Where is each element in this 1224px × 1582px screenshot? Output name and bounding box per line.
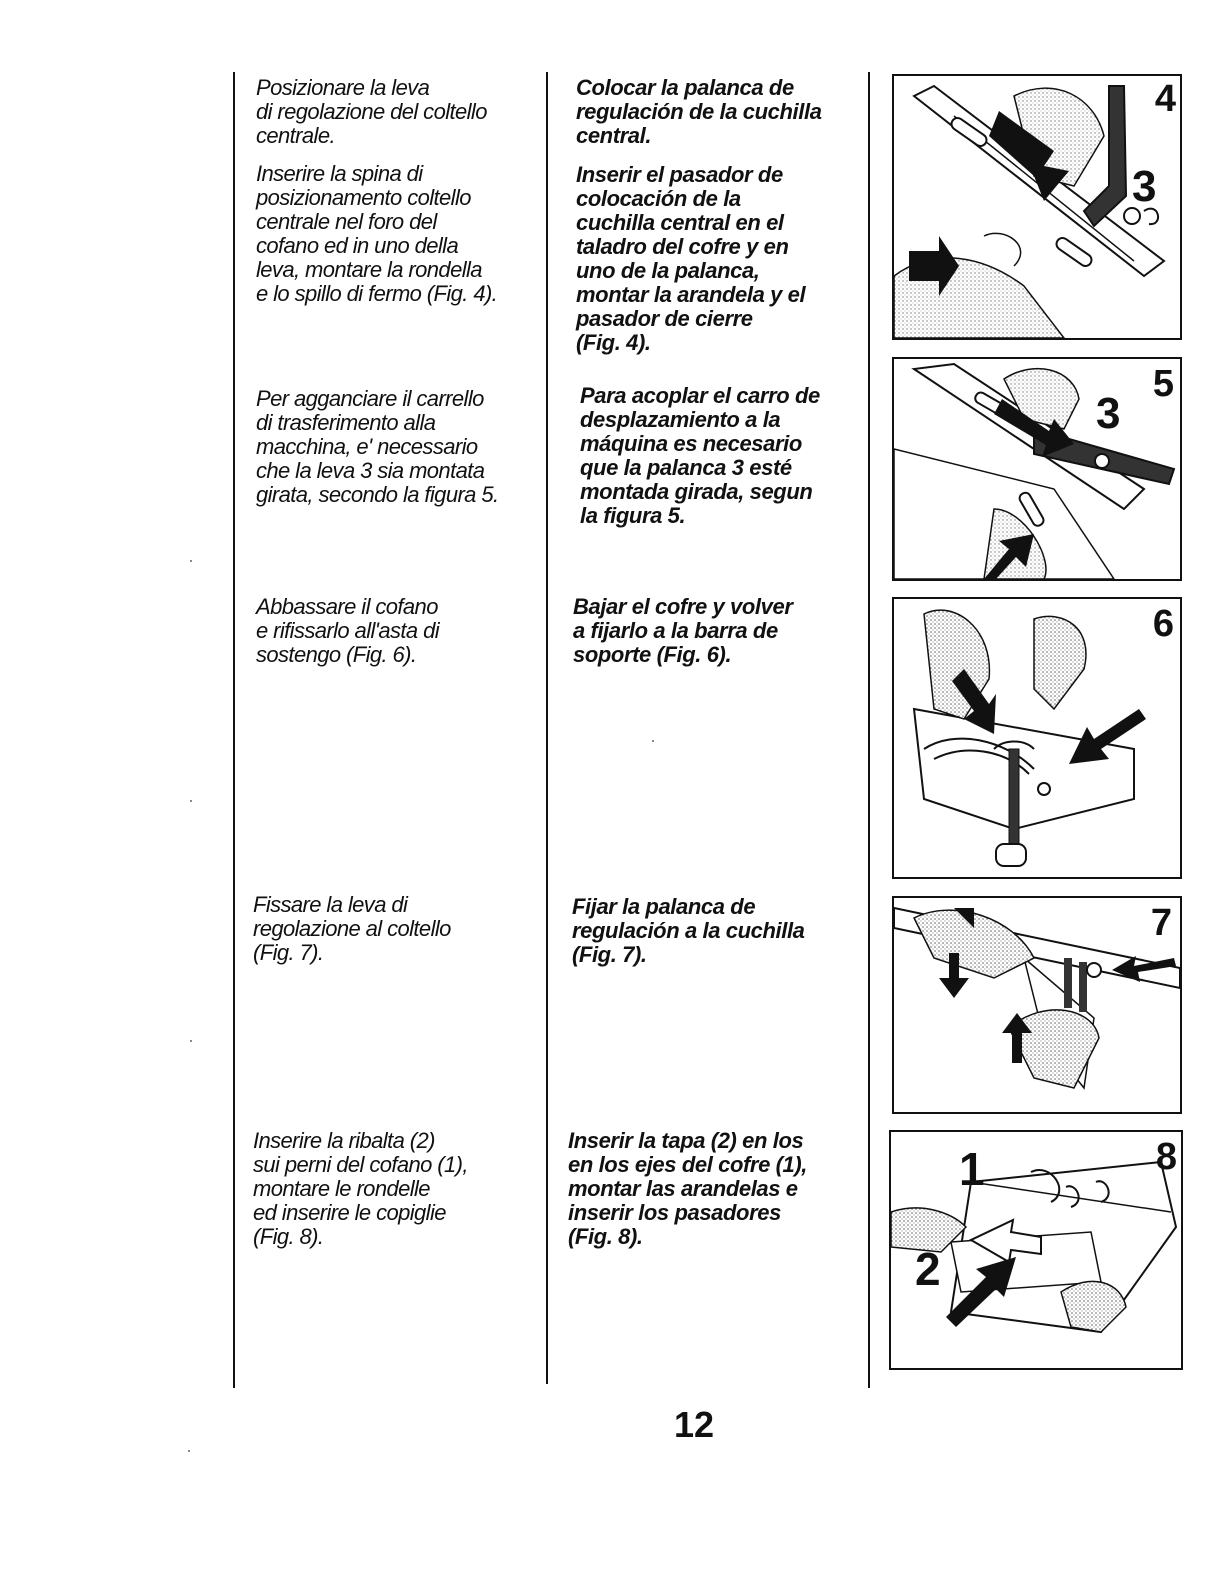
column-rule-right (868, 72, 870, 1388)
figure-8-callout-2: 2 (915, 1243, 941, 1295)
page-number: 12 (674, 1404, 715, 1445)
spanish-text-4: Bajar el cofre y volver a fijarlo a la barra de soporte (Fig. 6). (573, 594, 793, 667)
column-rule-left (233, 72, 235, 1388)
scan-speck (190, 560, 192, 562)
figure-4-callout-3: 3 (1132, 162, 1157, 211)
figure-7-number: 7 (1150, 902, 1172, 944)
spanish-text-5: Fijar la palanca de regulación a la cuchilla (Fig. 7). (572, 894, 805, 967)
italian-text-3: Per agganciare il carrello di trasferimento alla macchina, e' necessario che la leva 3 sia montata girata, secondo la figura 5. (256, 386, 499, 507)
lower-hood-illustration-icon (894, 599, 1180, 877)
figure-8-number: 8 (1155, 1136, 1177, 1178)
italian-text-6: Inserire la ribalta (2) sui perni del cofano (1), montare le rondelle ed inserire le copiglie (Fig. 8). (253, 1128, 468, 1249)
spanish-text-2: Inserir el pasador de colocación de la cuchilla central en el taladro del cofre y en uno de la palanca, montar la arandela y el pasador de cierre (Fig. 4). (576, 162, 806, 355)
figure-4 (892, 74, 1182, 340)
figure-5-number: 5 (1152, 363, 1174, 405)
figure-6 (892, 597, 1182, 879)
spanish-text-6: Inserir la tapa (2) en los en los ejes del cofre (1), montar las arandelas e inserir los pasadores (Fig. 8). (568, 1128, 808, 1249)
lever-rotated-illustration-icon (894, 359, 1180, 579)
spanish-text-3: Para acoplar el carro de desplazamiento a la máquina es necesario que la palanca 3 esté montada girada, segun la figura 5. (580, 383, 820, 528)
spanish-text-1: Colocar la palanca de regulación de la cuchilla central. (576, 75, 822, 148)
figure-8-callout-1: 1 (959, 1143, 985, 1195)
scan-speck (190, 800, 192, 802)
italian-text-5: Fissare la leva di regolazione al coltello (Fig. 7). (253, 892, 451, 965)
figure-4-number: 4 (1154, 78, 1176, 120)
figure-6-number: 6 (1152, 603, 1174, 645)
scan-speck (190, 1040, 192, 1042)
figure-5-callout-3: 3 (1096, 389, 1121, 438)
italian-text-1: Posizionare la leva di regolazione del coltello centrale. (256, 75, 487, 148)
scan-speck (652, 740, 654, 742)
column-rule-middle (546, 72, 548, 1384)
fix-lever-illustration-icon (894, 898, 1180, 1112)
italian-text-4: Abbassare il cofano e rifissarlo all'asta di sostengo (Fig. 6). (256, 594, 439, 667)
scan-speck (188, 1450, 190, 1452)
figure-8 (889, 1130, 1183, 1370)
figure-5 (892, 357, 1182, 581)
figure-7 (892, 896, 1182, 1114)
italian-text-2: Inserire la spina di posizionamento coltello centrale nel foro del cofano ed in uno della leva, montare la rondella e lo spillo di fermo (Fig. 4). (256, 161, 498, 306)
